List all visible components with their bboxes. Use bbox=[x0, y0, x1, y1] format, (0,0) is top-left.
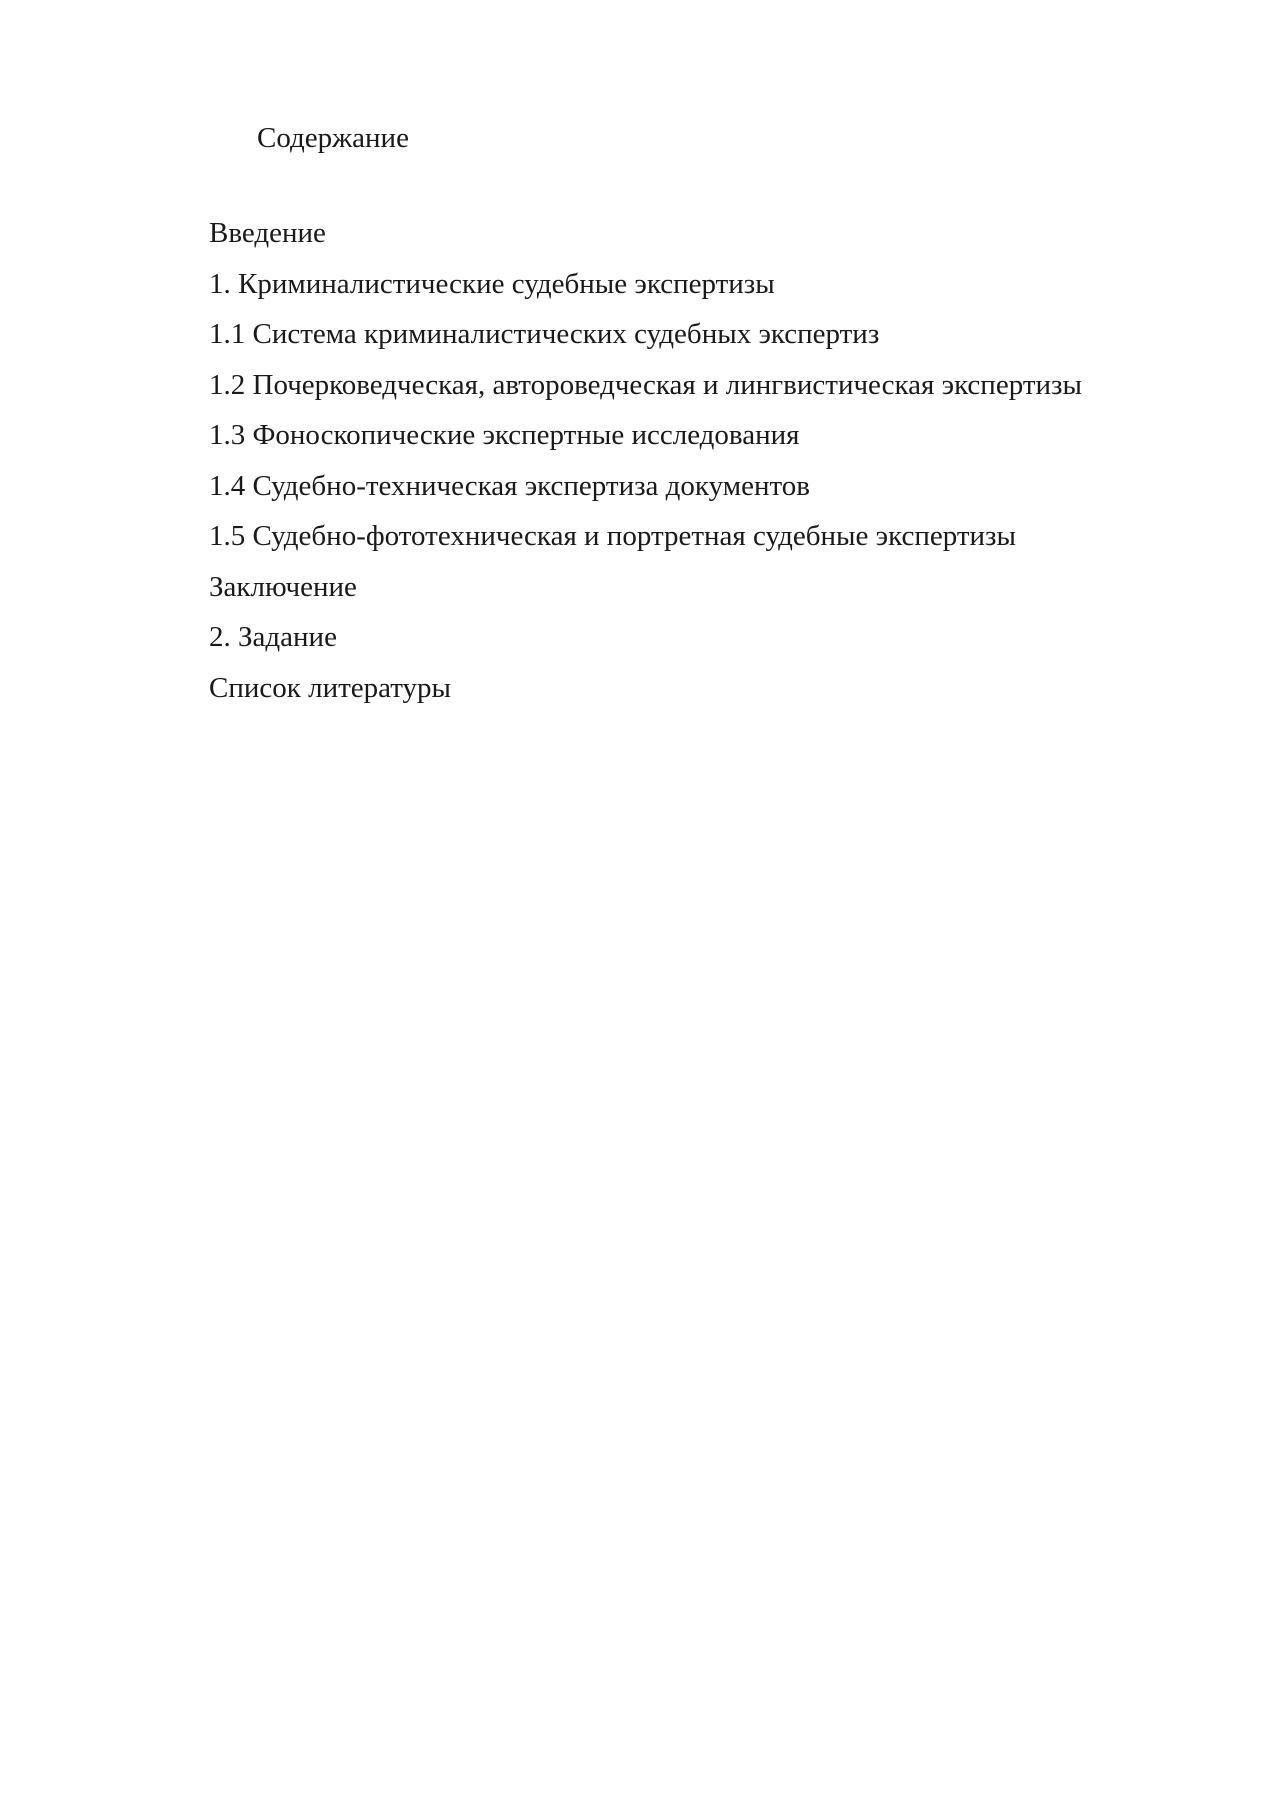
toc-item-section-1-4: 1.4 Судебно-техническая экспертиза документов bbox=[209, 469, 810, 502]
toc-item-section-1-2: 1.2 Почерковедческая, автороведческая и лингвистическая экспертизы bbox=[209, 368, 1082, 401]
toc-item-conclusion: Заключение bbox=[209, 570, 357, 603]
toc-item-chapter-1: 1. Криминалистические судебные экспертизы bbox=[209, 267, 775, 300]
toc-item-section-1-1: 1.1 Система криминалистических судебных экспертиз bbox=[209, 318, 880, 350]
toc-item-chapter-2: 2. Задание bbox=[209, 621, 337, 653]
toc-title: Содержание bbox=[257, 122, 409, 154]
table-of-contents bbox=[209, 208, 1082, 713]
toc-item-bibliography: Список литературы bbox=[209, 671, 452, 704]
toc-item-introduction: Введение bbox=[209, 217, 326, 249]
toc-item-section-1-3: 1.3 Фоноскопические экспертные исследования bbox=[209, 419, 800, 451]
toc-item-section-1-5: 1.5 Судебно-фототехническая и портретная судебные экспертизы bbox=[209, 520, 1016, 552]
